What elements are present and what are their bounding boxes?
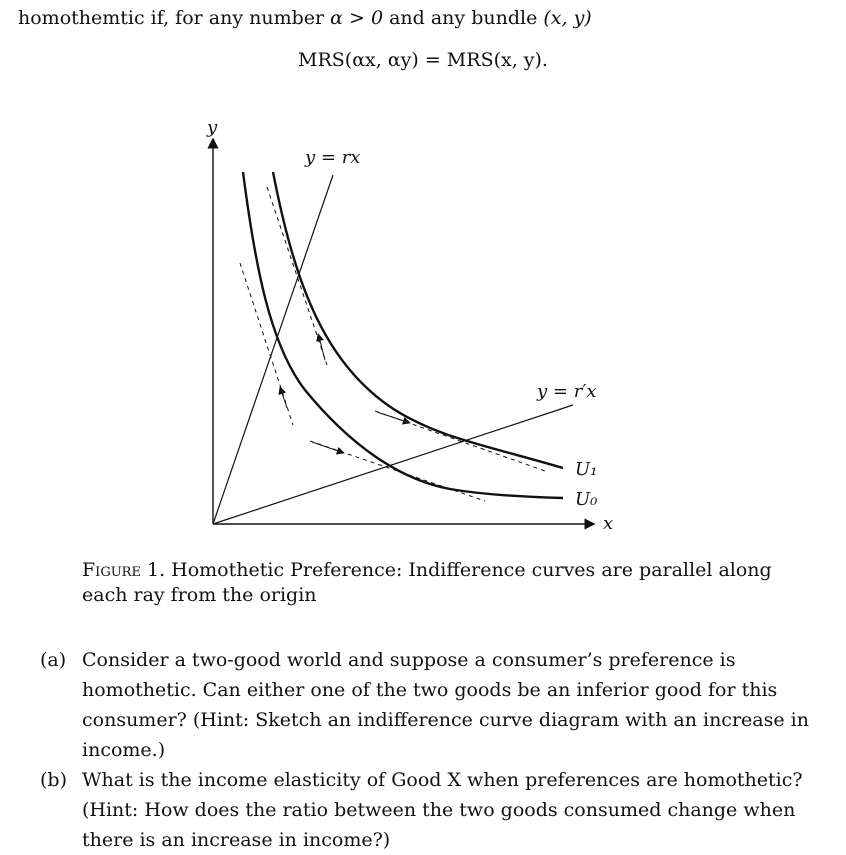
- question-b: [40, 765, 820, 855]
- figure-caption-label: Figure 1.: [82, 559, 166, 581]
- figure-caption: [82, 558, 782, 608]
- indifference-curve-figure: [185, 105, 630, 550]
- mrs-equation-text: MRS(αx, αy) = MRS(x, y).: [298, 49, 548, 71]
- question-a: [40, 645, 820, 765]
- figure-caption-text: Homothetic Preference: Indifference curves are parallel along each ray from the origin: [82, 559, 772, 606]
- indifference-curve-u0: [243, 172, 563, 498]
- question-a-label: (a): [40, 649, 67, 671]
- question-a-text: Consider a two-good world and suppose a consumer’s preference is homothetic. Can either one of the two goods be an inferior good for this consumer? (Hint: Sketch an indifference curve diagram with an increase in income.): [82, 649, 809, 761]
- ray-steep: [213, 175, 333, 524]
- question-b-text: What is the income elasticity of Good X when preferences are homothetic? (Hint: How does the ratio between the two goods consumed change when there is an increase in income?): [82, 769, 803, 851]
- question-b-label: (b): [40, 769, 67, 791]
- ray-shallow-label: y = r′x: [537, 381, 597, 402]
- tangent-arrow-2: [281, 390, 287, 408]
- tangent-arrow-1: [319, 337, 325, 360]
- x-axis-label: x: [603, 513, 614, 534]
- intro-mid: and any bundle: [383, 7, 544, 29]
- intro-prefix: homothemtic if, for any number: [18, 7, 331, 29]
- curve-u1-label: U₁: [575, 459, 598, 480]
- indifference-curve-u1: [273, 172, 563, 468]
- curve-u0-label: U₀: [575, 489, 598, 510]
- question-list: [40, 645, 820, 855]
- intro-bundle: (x, y): [543, 7, 592, 29]
- ray-steep-label: y = rx: [305, 147, 361, 168]
- ray-shallow: [213, 405, 573, 524]
- intro-condition: α > 0: [330, 7, 384, 29]
- y-axis-label: y: [207, 117, 218, 138]
- tangent-u1-steep: [267, 187, 327, 365]
- intro-line: [18, 6, 592, 30]
- mrs-equation: [0, 48, 846, 72]
- figure-svg: [185, 105, 630, 550]
- tangent-arrow-4: [312, 442, 341, 452]
